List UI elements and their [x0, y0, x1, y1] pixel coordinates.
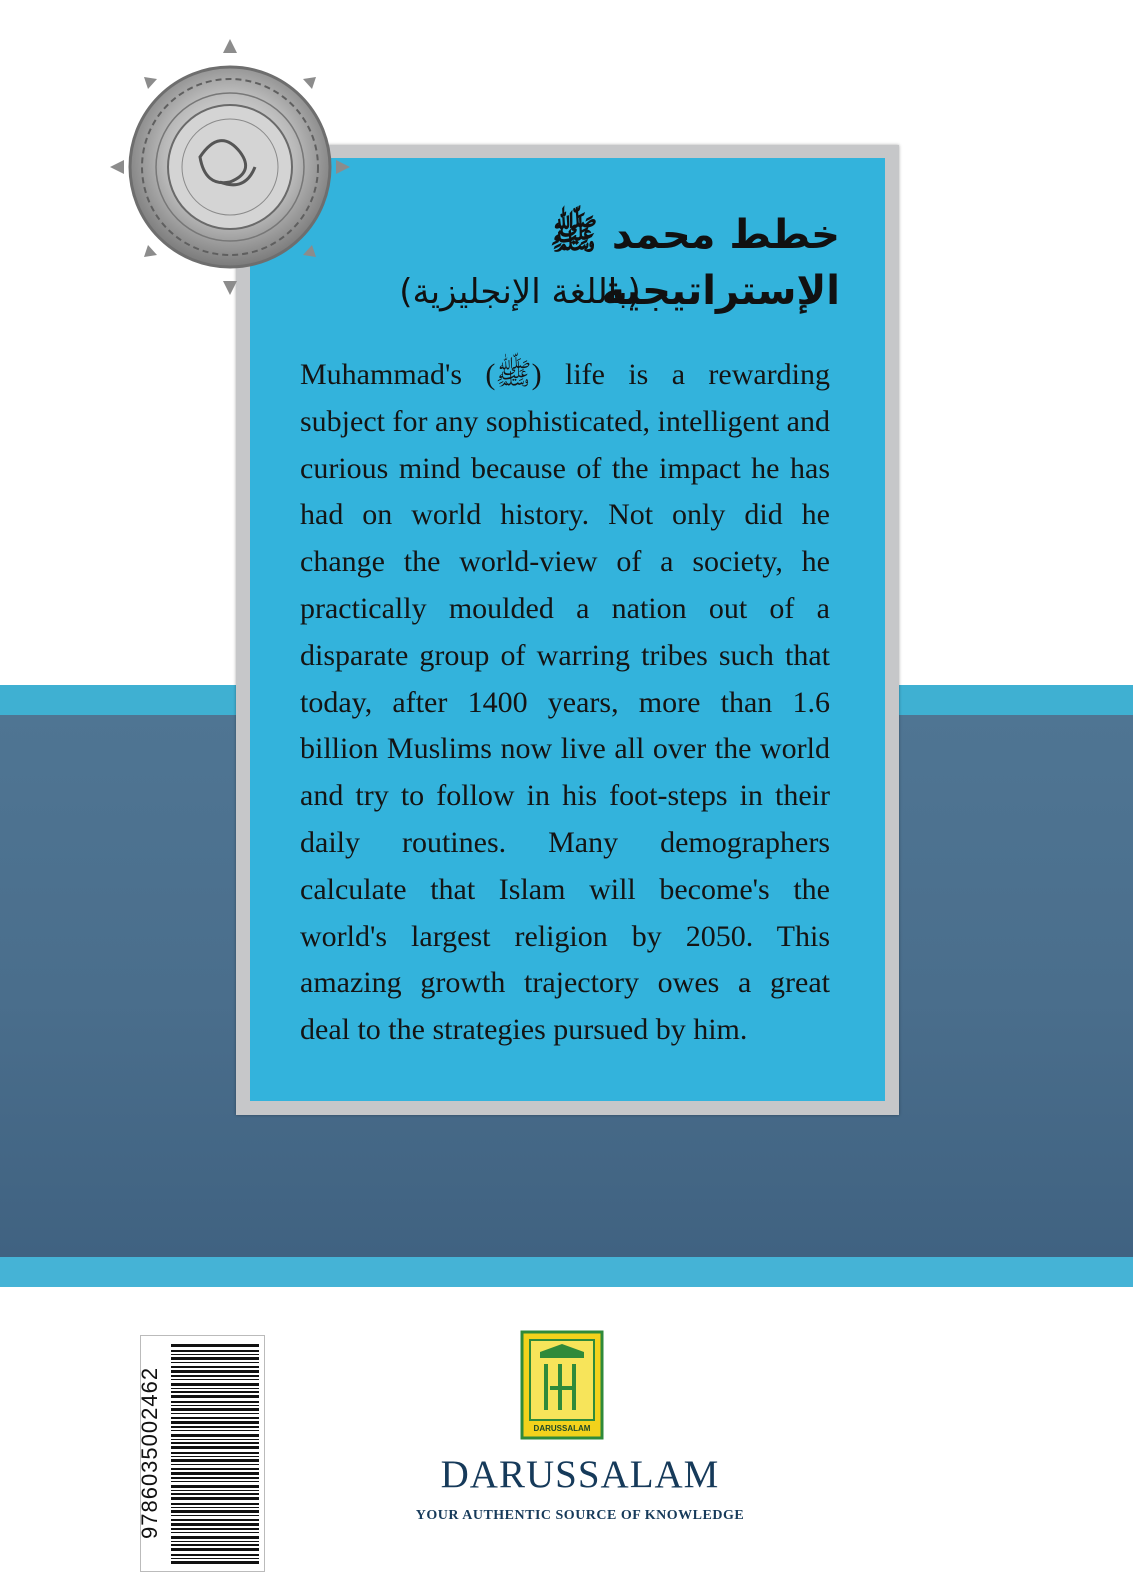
barcode-bar [171, 1485, 259, 1488]
barcode-bar [171, 1408, 259, 1411]
barcode-bar [171, 1357, 259, 1360]
barcode-bar [171, 1544, 259, 1546]
arabic-subtitle: (باللغة الإنجليزية) [399, 272, 641, 312]
barcode-bar [171, 1405, 259, 1406]
barcode-bar [171, 1401, 259, 1403]
barcode-bar [171, 1481, 259, 1482]
barcode-bar [171, 1391, 259, 1393]
barcode-bar [171, 1519, 259, 1521]
barcode-bar [171, 1426, 259, 1428]
barcode-bar [171, 1554, 259, 1556]
barcode-bar [171, 1528, 259, 1530]
barcode-bar [171, 1395, 259, 1398]
barcode-bar [171, 1464, 259, 1465]
barcode-bar [171, 1490, 259, 1491]
barcode-bar [171, 1366, 259, 1368]
barcode-bar [171, 1388, 259, 1389]
barcode-bar [171, 1507, 259, 1508]
publisher-tagline: YOUR AUTHENTIC SOURCE OF KNOWLEDGE [415, 1508, 745, 1523]
barcode-bar [171, 1370, 259, 1373]
barcode-bar [171, 1413, 259, 1414]
barcode-bar [171, 1456, 259, 1457]
back-cover-blurb: Muhammad's (ﷺ) life is a rewarding subject for any sophisticated, intelligent and curious mind because of the impact he has had on world history. Not only did he change the world-view of a society, he practically moulded a nation out of a disparate group of warring tribes such that today, after 1400 years, more than 1.6 billion Muslims now live all over the world and try to follow in his foot-steps in their daily routines. Many demographers calculate that Islam will become's the world's largest religion by 2050. This amazing growth trajectory owes a great deal to the strategies pursued by him. [300, 358, 830, 1047]
logo-caption: DARUSSALAM [533, 1424, 591, 1433]
barcode-bar [171, 1493, 259, 1495]
barcode-bar [171, 1439, 259, 1440]
barcode-bar [171, 1558, 259, 1559]
barcode-bar [171, 1497, 259, 1500]
barcode-bar [171, 1515, 259, 1516]
isbn-number: 9786035002462 [137, 1366, 162, 1539]
light-blue-band-bottom [0, 1257, 1133, 1287]
barcode-bar [171, 1375, 259, 1377]
barcode-bar [171, 1417, 259, 1419]
barcode-bar [171, 1468, 259, 1470]
barcode-bar [171, 1446, 259, 1449]
barcode-bar [171, 1541, 259, 1542]
barcode-bar [171, 1477, 259, 1479]
barcode-bar [171, 1510, 259, 1513]
barcode-bar [171, 1536, 259, 1539]
barcode-bar [171, 1452, 259, 1454]
darussalam-logo-icon [520, 1330, 604, 1440]
publisher-name: DARUSSALAM [440, 1453, 720, 1496]
barcode-bar [171, 1421, 259, 1424]
barcode-bar [171, 1561, 259, 1564]
barcode-bar [171, 1344, 259, 1347]
barcode-bar [171, 1379, 259, 1380]
barcode-bar [171, 1430, 259, 1431]
barcode-bar [171, 1434, 259, 1437]
barcode-bar [171, 1459, 259, 1462]
barcode-bar [171, 1548, 259, 1551]
barcode-bar [171, 1350, 259, 1352]
barcode-bar [171, 1383, 259, 1386]
barcode-bar [171, 1523, 259, 1526]
arabic-title: خطط محمد ﷺ الإستراتيجية [549, 212, 840, 314]
barcode-bar [171, 1442, 259, 1444]
barcode-bar [171, 1354, 259, 1355]
barcode-bar [171, 1472, 259, 1475]
barcode-bar [171, 1362, 259, 1363]
barcode-bar [171, 1503, 259, 1505]
barcode-bar [171, 1532, 259, 1533]
